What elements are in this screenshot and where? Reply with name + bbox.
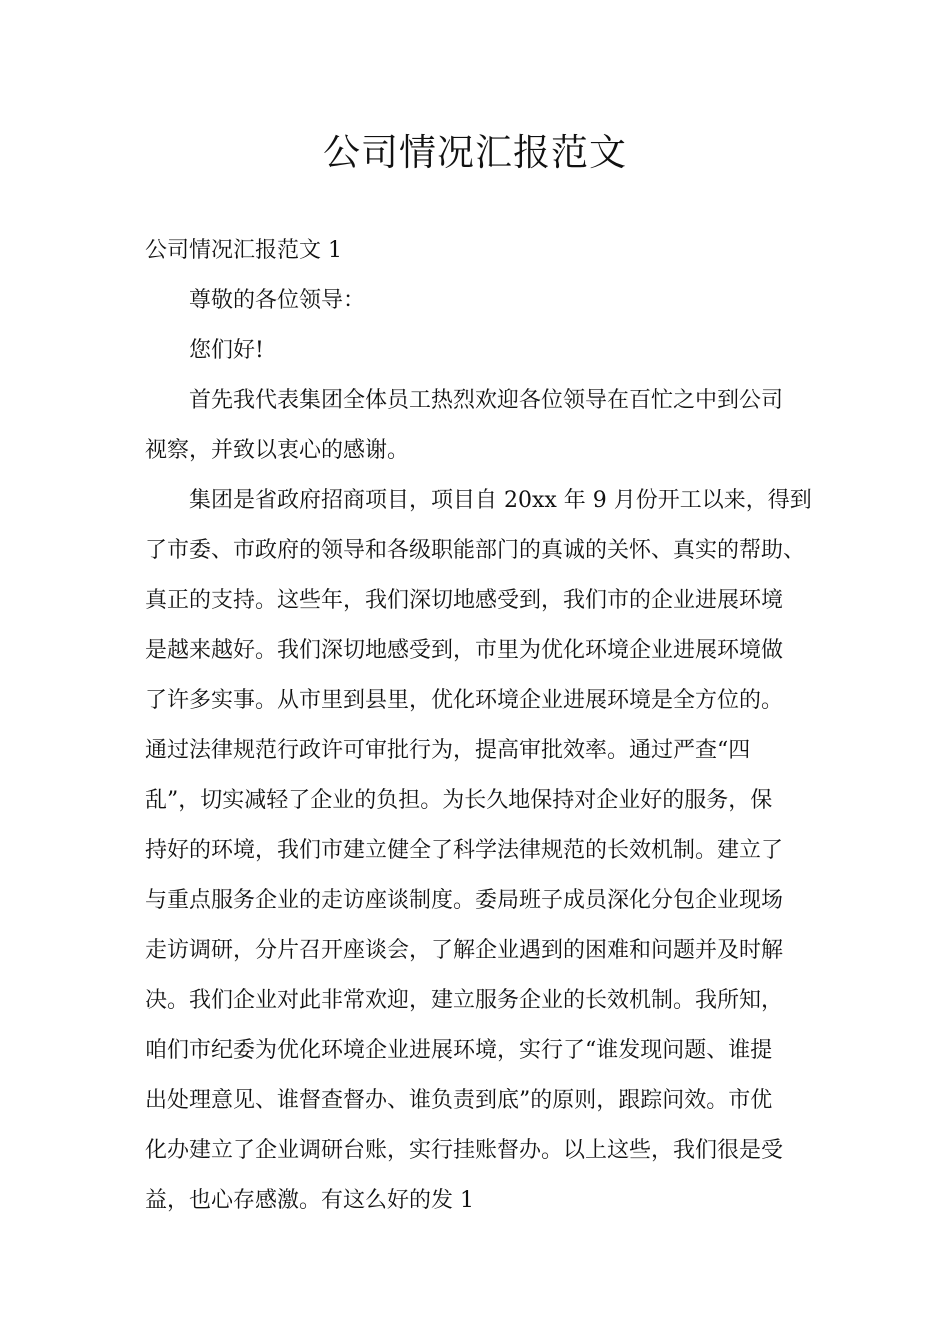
- paragraph-line: 真正的支持。这些年，我们深切地感受到，我们市的企业进展环境: [145, 588, 784, 613]
- paragraph-line: 持好的环境，我们市建立健全了科学法律规范的长效机制。建立了: [145, 838, 784, 863]
- paragraph-line: 出处理意见、谁督查督办、谁负责到底”的原则，跟踪问效。市优: [145, 1088, 773, 1113]
- paragraph-line: 益，也心存感激。有这么好的发 1: [145, 1188, 474, 1213]
- paragraph-line: 了市委、市政府的领导和各级职能部门的真诚的关怀、真实的帮助、: [145, 538, 806, 563]
- paragraph-line: 乱”，切实减轻了企业的负担。为长久地保持对企业好的服务，保: [145, 788, 773, 813]
- paragraph-line: 是越来越好。我们深切地感受到，市里为优化环境企业进展环境做: [145, 638, 784, 663]
- paragraph-line: 咱们市纪委为优化环境企业进展环境，实行了“谁发现问题、谁提: [145, 1038, 773, 1063]
- document-body: [145, 226, 815, 1226]
- greeting-line: 您们好!: [189, 338, 264, 363]
- section-heading: 公司情况汇报范文 1: [145, 238, 342, 263]
- paragraph-line: 视察，并致以衷心的感谢。: [145, 438, 410, 463]
- paragraph-line: 与重点服务企业的走访座谈制度。委局班子成员深化分包企业现场: [145, 888, 784, 913]
- salutation-line: 尊敬的各位领导：: [189, 288, 366, 313]
- paragraph-line: 集团是省政府招商项目，项目自 20xx 年 9 月份开工以来，得到: [189, 488, 812, 513]
- paragraph-line: 通过法律规范行政许可审批行为，提高审批效率。通过严查“四: [145, 738, 751, 763]
- paragraph-line: 化办建立了企业调研台账，实行挂账督办。以上这些，我们很是受: [145, 1138, 784, 1163]
- paragraph-line: 走访调研，分片召开座谈会，了解企业遇到的困难和问题并及时解: [145, 938, 784, 963]
- paragraph-line: 首先我代表集团全体员工热烈欢迎各位领导在百忙之中到公司: [189, 388, 784, 413]
- paragraph-line: 了许多实事。从市里到县里，优化环境企业进展环境是全方位的。: [145, 688, 784, 713]
- paragraph-line: 决。我们企业对此非常欢迎，建立服务企业的长效机制。我所知，: [145, 988, 784, 1013]
- document-title: 公司情况汇报范文: [323, 131, 627, 174]
